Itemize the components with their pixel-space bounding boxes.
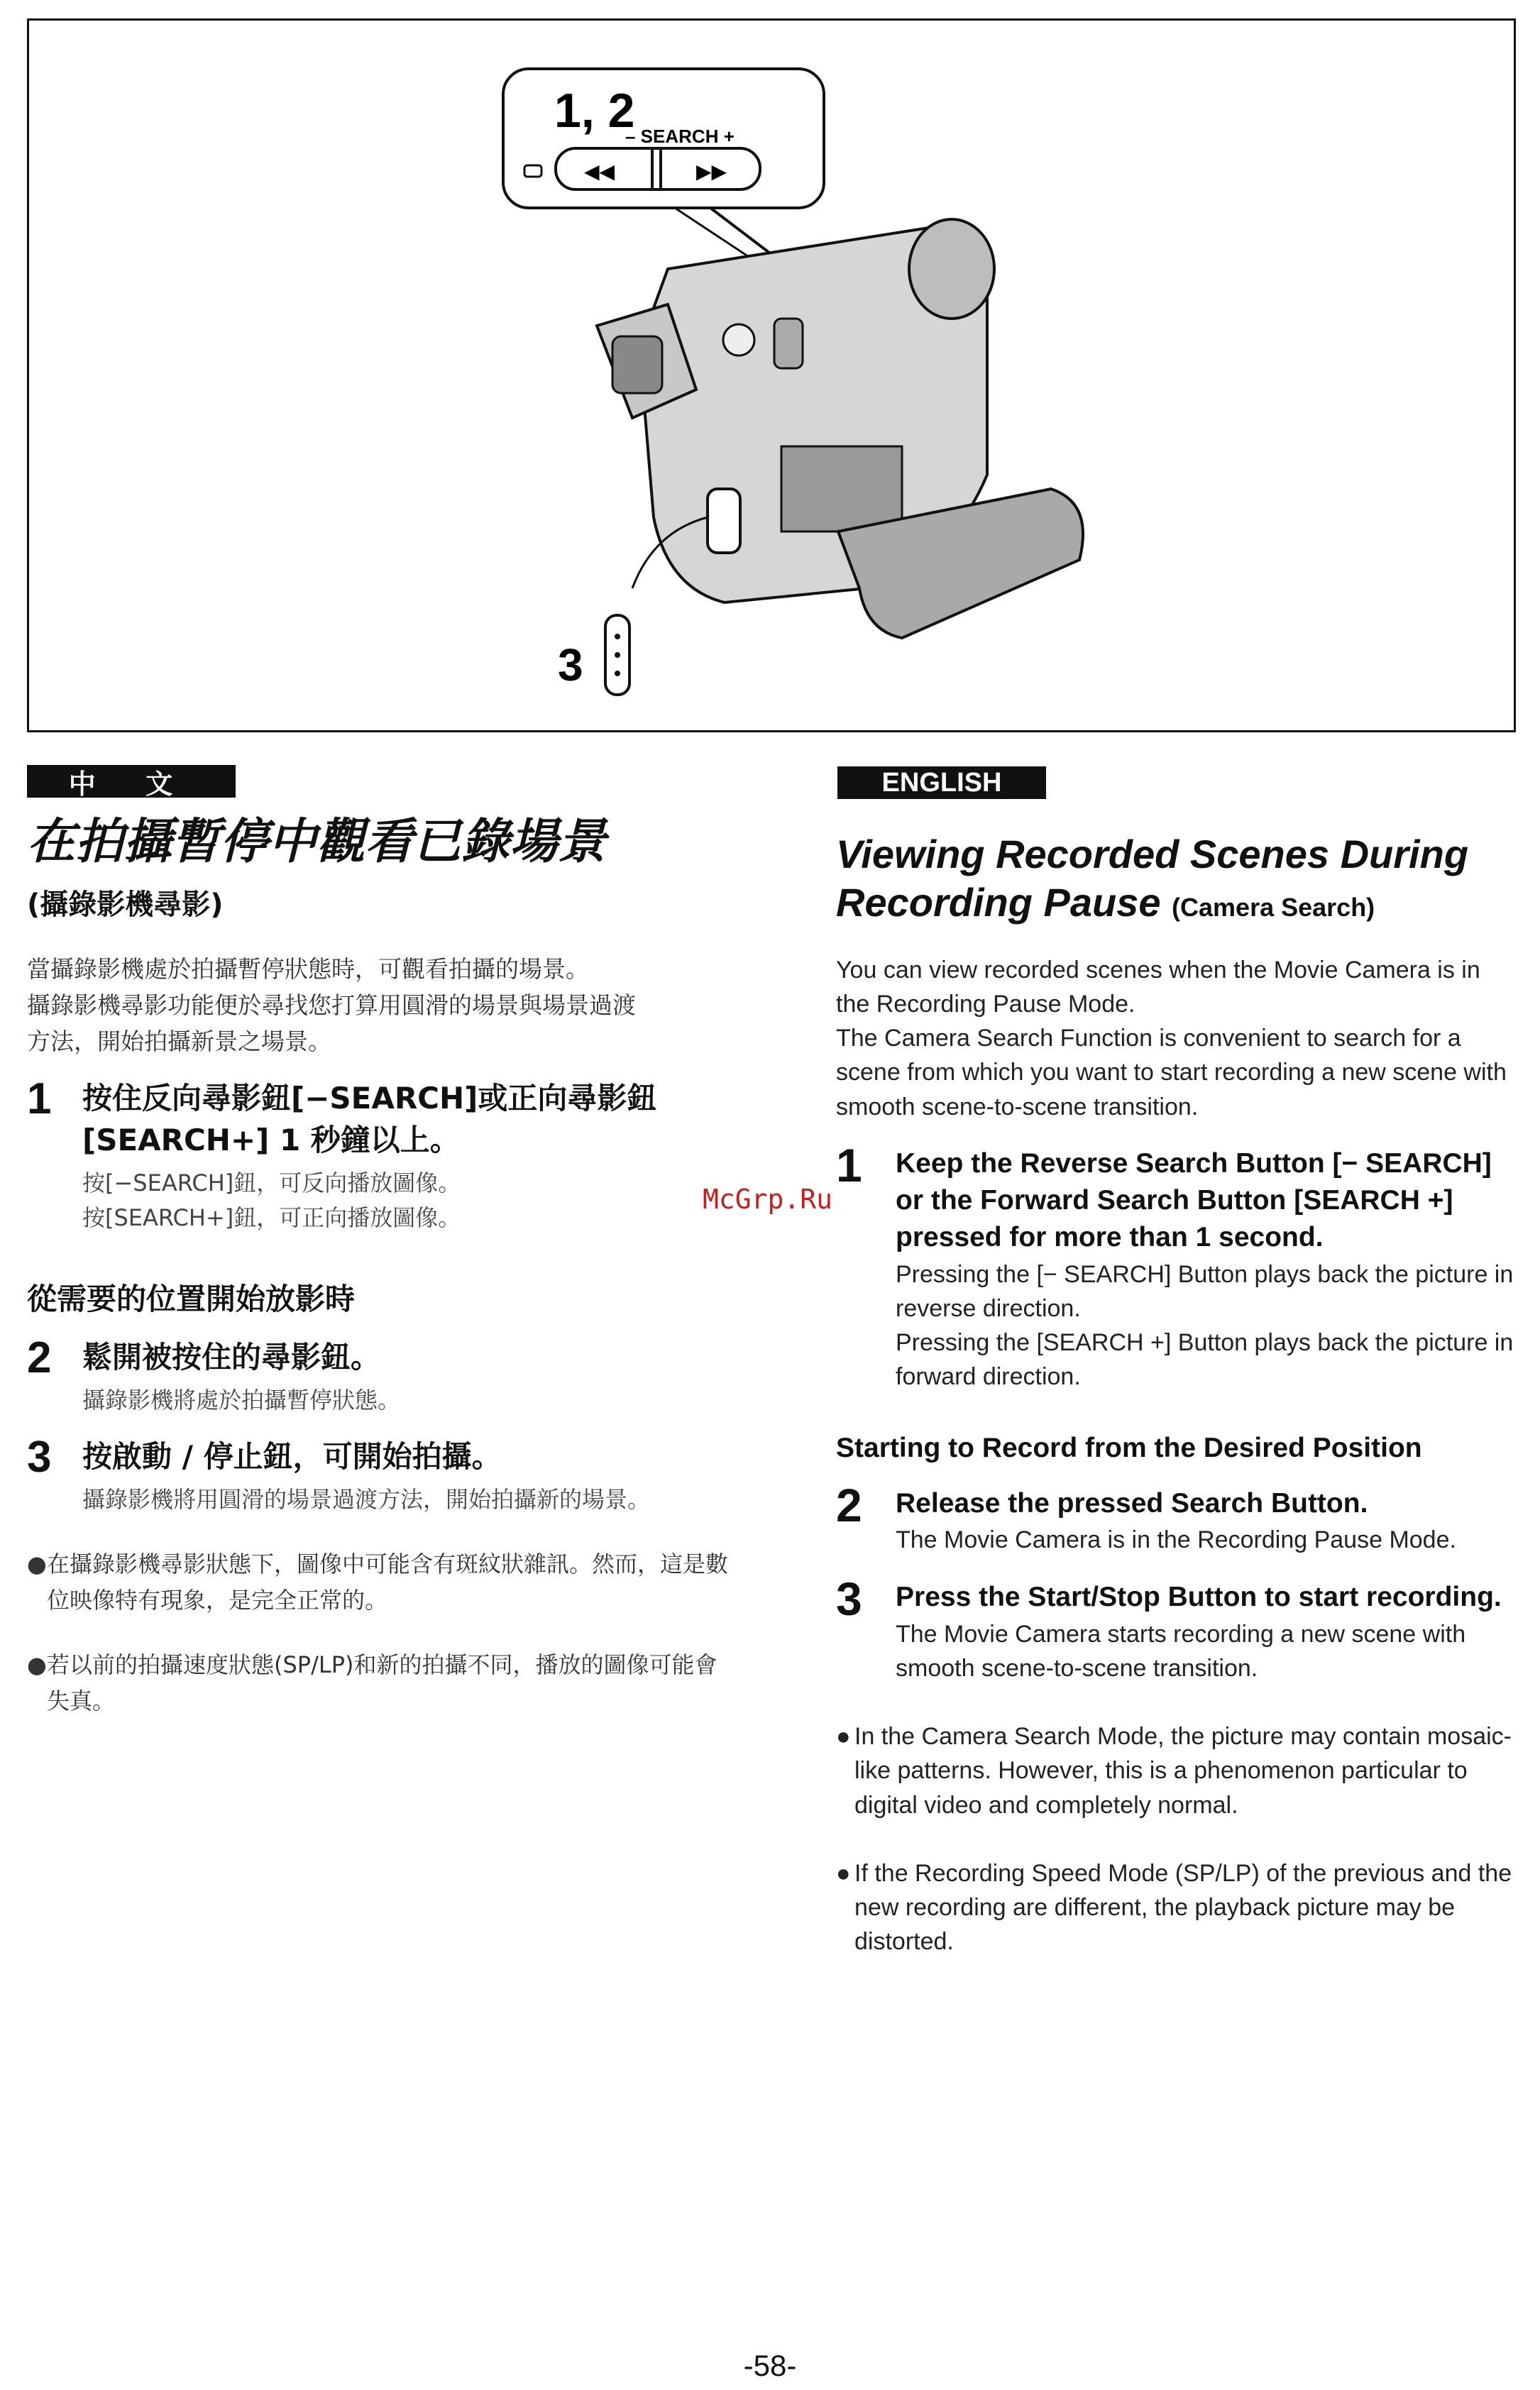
zh-step-1 <box>27 1074 737 1236</box>
step-body: The Movie Camera starts recording a new scene with smooth scene-to-scene transition. <box>896 1620 1466 1682</box>
chinese-section-tag: 中 文 <box>27 765 236 798</box>
en-step-1 <box>836 1138 1517 1394</box>
step-number: 1 <box>27 1074 52 1124</box>
en-step-2 <box>836 1478 1517 1558</box>
step-heading: 按住反向尋影鈕[−SEARCH]或正向尋影鈕[SEARCH+] 1 秒鐘以上。 <box>82 1081 657 1158</box>
bullet-icon: ● <box>836 1859 851 1887</box>
step-heading: Keep the Reverse Search Button [− SEARCH] or the Forward Search Button [SEARCH +] pressed for more than 1 second. <box>896 1147 1492 1252</box>
en-note-2: ● If the Recording Speed Mode (SP/LP) of the previous and the new recording are different, the playback picture may be distorted. <box>836 1856 1517 1959</box>
bullet-icon: ● <box>27 1651 47 1679</box>
zh-intro: 當攝錄影機處於拍攝暫停狀態時，可觀看拍攝的場景。 攝錄影機尋影功能便於尋找您打算用圓滑的場景與場景過渡 方法，開始拍攝新景之場景。 <box>27 954 636 1056</box>
start-stop-button <box>708 489 740 553</box>
english-section-tag: ENGLISH <box>837 766 1046 799</box>
bullet-icon: ● <box>836 1723 851 1751</box>
zh-step-2 <box>27 1333 737 1418</box>
step-heading: 按啟動 / 停止鈕，可開始拍攝。 <box>82 1439 502 1475</box>
zh-subtitle: (攝錄影機尋影) <box>27 888 224 921</box>
en-intro: You can view recorded scenes when the Movie Camera is in the Recording Pause Mode. The Camera Search Function is convenient to search for a scene from which you want to start recording a new scene with smooth scene-to-scene transition. <box>836 956 1507 1120</box>
en-title: Viewing Recorded Scenes During Recording Pause (Camera Search) <box>836 832 1469 925</box>
search-label: – SEARCH + <box>625 126 735 147</box>
camera-illustration <box>29 21 1515 732</box>
zoom-lever <box>774 319 803 368</box>
step-number: 3 <box>836 1572 862 1625</box>
zh-section-heading: 從需要的位置開始放影時 <box>27 1282 356 1316</box>
step-number: 3 <box>27 1433 52 1482</box>
zh-title: 在拍攝暫停中觀看已錄場景 <box>27 814 607 870</box>
step-body: 按[−SEARCH]鈕，可反向播放圖像。 按[SEARCH+]鈕，可正向播放圖像。 <box>82 1169 461 1232</box>
step-body: 攝錄影機將處於拍攝暫停狀態。 <box>82 1386 401 1414</box>
en-note-1: ● In the Camera Search Mode, the picture may contain mosaic-like patterns. However, this is a phenomenon particular to digital video and completely normal. <box>836 1719 1517 1822</box>
step-heading: Press the Start/Stop Button to start recording. <box>896 1581 1502 1612</box>
step-heading: Release the pressed Search Button. <box>896 1487 1368 1519</box>
watermark: McGrp.Ru <box>703 1184 833 1215</box>
en-section-heading: Starting to Record from the Desired Position <box>836 1432 1422 1463</box>
step-number: 2 <box>27 1333 52 1382</box>
start-stop-label: 3 <box>558 639 583 690</box>
step-body: The Movie Camera is in the Recording Pause Mode. <box>896 1526 1456 1554</box>
bullet-icon: ● <box>27 1550 47 1577</box>
callout-label: 1, 2 <box>554 84 635 138</box>
fast-forward-icon: ▶▶ <box>696 160 727 183</box>
camera-lens <box>909 219 994 319</box>
step-heading: 鬆開被按住的尋影鈕。 <box>82 1340 381 1375</box>
lcd-panel <box>781 446 902 532</box>
zh-note-2: ● 若以前的拍攝速度狀態(SP/LP)和新的拍攝不同，播放的圖像可能會失真。 <box>27 1647 737 1719</box>
zh-step-3 <box>27 1433 737 1517</box>
english-column <box>836 830 1517 1959</box>
step-body: 攝錄影機將用圓滑的場景過渡方法，開始拍攝新的場景。 <box>82 1486 651 1514</box>
camera-figure <box>27 18 1516 732</box>
rewind-icon: ◀◀ <box>584 160 615 183</box>
page-number: -58- <box>743 2349 797 2382</box>
zh-note-1: ● 在攝錄影機尋影狀態下，圖像中可能含有斑紋狀雜訊。然而，這是數位映像特有現象，是完全正常的。 <box>27 1546 737 1619</box>
step-number: 2 <box>836 1478 862 1531</box>
chinese-column <box>27 816 737 1720</box>
en-step-3 <box>836 1572 1517 1685</box>
step-number: 1 <box>836 1138 862 1191</box>
step-body: Pressing the [− SEARCH] Button plays back the picture in reverse direction. Pressing the [SEARCH +] Button plays back the picture in forward direction. <box>896 1260 1514 1391</box>
